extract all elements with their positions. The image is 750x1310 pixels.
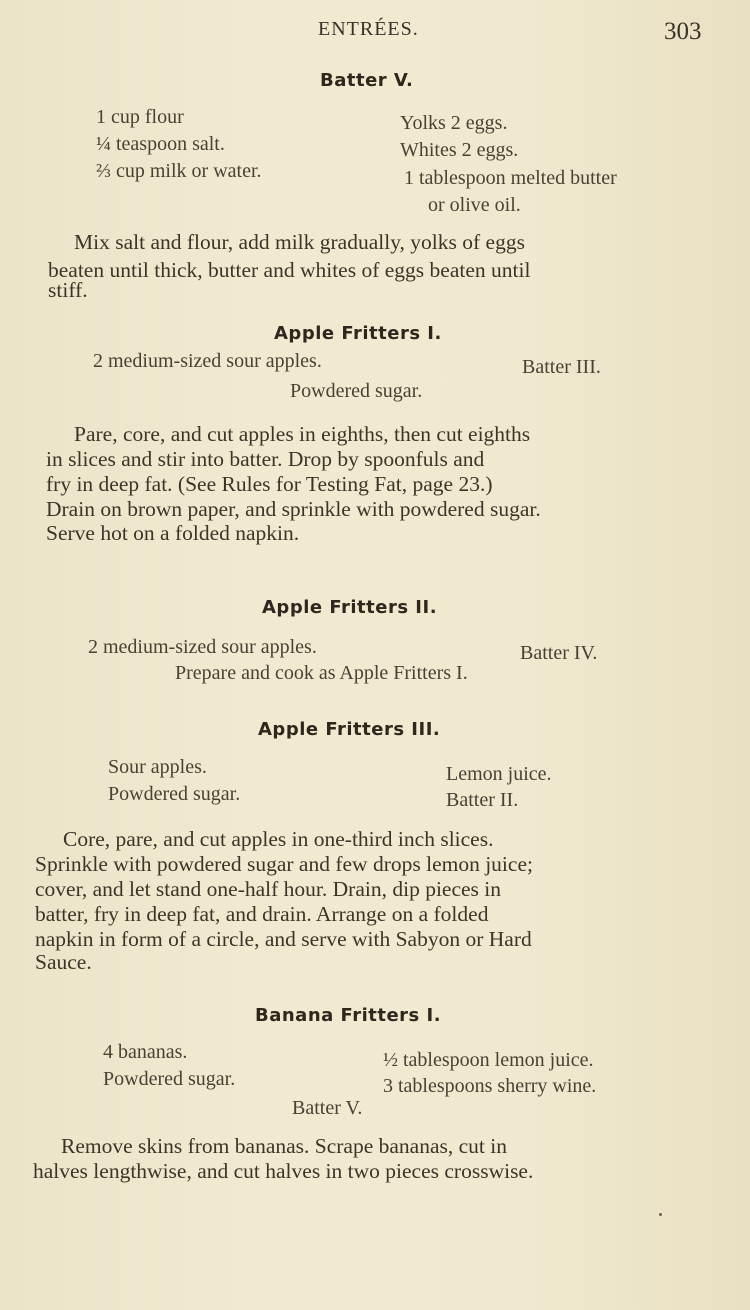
recipe-note: Prepare and cook as Apple Fritters I. (175, 662, 468, 684)
page-number: 303 (664, 18, 702, 45)
ingredient: 4 bananas. (103, 1041, 188, 1063)
method-line: fry in deep fat. (See Rules for Testing Fat, page 23.) (46, 472, 493, 496)
ingredient: Batter II. (446, 789, 519, 811)
method-line: stiff. (48, 278, 88, 302)
method-line: beaten until thick, butter and whites of eggs beaten until (48, 258, 531, 282)
recipe-title-batter-v: Batter V. (320, 70, 414, 91)
ingredient: Batter V. (292, 1097, 363, 1119)
method-line: batter, fry in deep fat, and drain. Arrange on a folded (35, 902, 489, 926)
method-line: Sauce. (35, 950, 92, 974)
ingredient: Whites 2 eggs. (400, 139, 519, 161)
ingredient: 2 medium-sized sour apples. (88, 636, 317, 658)
method-paragraph (35, 825, 693, 976)
recipe-title-apple-fritters-2: Apple Fritters II. (262, 597, 438, 618)
ingredient: 1 tablespoon melted butter (404, 167, 617, 189)
recipe-title-apple-fritters-3: Apple Fritters III. (258, 719, 441, 740)
page-speck (659, 1213, 662, 1216)
method-line: Remove skins from bananas. Scrape bananas, cut in (61, 1134, 507, 1158)
method-line: Pare, core, and cut apples in eighths, then cut eighths (74, 422, 531, 446)
method-line: Core, pare, and cut apples in one-third inch slices. (63, 827, 494, 851)
method-line: Mix salt and flour, add milk gradually, yolks of eggs (74, 230, 525, 254)
method-line: cover, and let stand one-half hour. Drain, dip pieces in (35, 877, 502, 901)
ingredient: ½ tablespoon lemon juice. (383, 1049, 594, 1071)
ingredient: Sour apples. (108, 756, 207, 778)
ingredient: or olive oil. (428, 194, 521, 216)
ingredient: Powdered sugar. (290, 380, 423, 402)
ingredient: ⅔ cup milk or water. (96, 160, 262, 182)
method-line: Drain on brown paper, and sprinkle with powdered sugar. (46, 497, 541, 521)
running-header: ENTRÉES. (318, 18, 419, 40)
recipe-title-banana-fritters-1: Banana Fritters I. (255, 1005, 442, 1026)
recipe-title-apple-fritters-1: Apple Fritters I. (274, 323, 442, 344)
ingredient: 1 cup flour (96, 106, 184, 128)
ingredient: ¼ teaspoon salt. (96, 133, 225, 155)
ingredient: Batter III. (522, 356, 601, 378)
ingredient: 3 tablespoons sherry wine. (383, 1075, 597, 1097)
ingredient: Powdered sugar. (108, 783, 241, 805)
method-line: napkin in form of a circle, and serve with Sabyon or Hard (35, 927, 532, 951)
method-line: in slices and stir into batter. Drop by spoonfuls and (46, 447, 485, 471)
ingredient: Lemon juice. (446, 763, 552, 785)
ingredient: 2 medium-sized sour apples. (93, 350, 322, 372)
method-line: Sprinkle with powdered sugar and few drops lemon juice; (35, 852, 533, 876)
ingredient: Yolks 2 eggs. (400, 112, 508, 134)
ingredient: Powdered sugar. (103, 1068, 236, 1090)
method-paragraph (46, 420, 702, 547)
ingredient: Batter IV. (520, 642, 598, 664)
method-paragraph (48, 228, 703, 304)
method-line: Serve hot on a folded napkin. (46, 521, 300, 545)
method-line: halves lengthwise, and cut halves in two pieces crosswise. (33, 1159, 534, 1183)
method-paragraph (33, 1132, 687, 1185)
